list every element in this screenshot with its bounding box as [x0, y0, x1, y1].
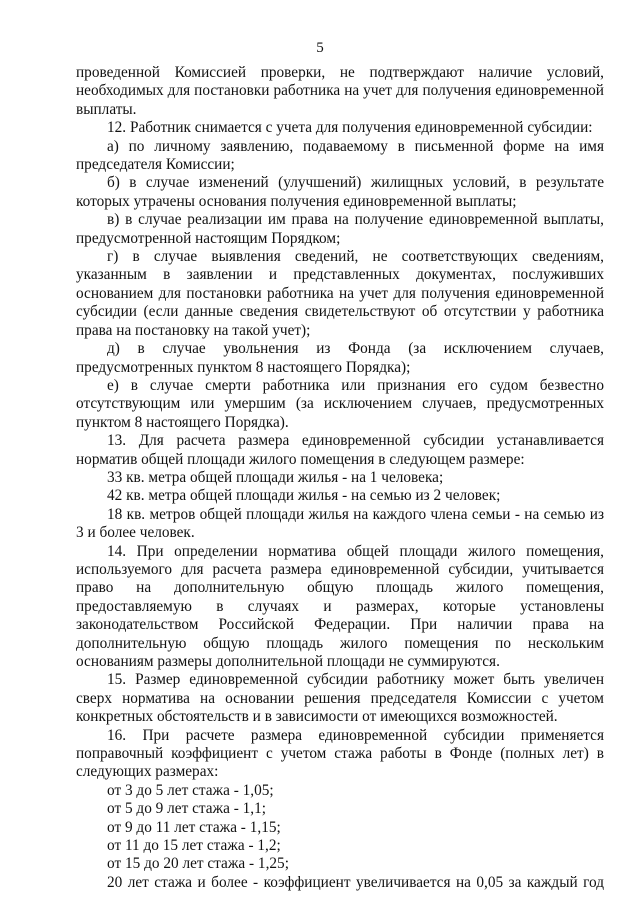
- norm-item-2: 42 кв. метра общей площади жилья - на семью из 2 человек;: [107, 487, 501, 505]
- paragraph-continuation: проведенной Комиссией проверки, не подтверждают наличие условий, необходимых для постановки работника на учет для получения единовременной выплаты.: [76, 64, 604, 118]
- paragraph-12e: е) в случае смерти работника или признания его судом безвестно отсутствующим или умершим (за исключением случаев, предусмотренных пунктом 8 настоящего Порядка).: [76, 376, 604, 431]
- norm-item-1: 33 кв. метра общей площади жилья - на 1 человека;: [107, 468, 444, 486]
- paragraph-12d: д) в случае увольнения из Фонда (за исключением случаев, предусмотренных пунктом 8 настоящего Порядка);: [76, 340, 604, 376]
- paragraph-16: 16. При расчете размера единовременной субсидии применяется поправочный коэффициент с учетом стажа работы в Фонде (полных лет) в следующих размерах:: [76, 726, 604, 781]
- paragraph-12g: г) в случае выявления сведений, не соответствующих сведениям, указанным в заявлении и представленных документах, послуживших основанием для постановки работника на учет для получения единовременной субсидии (если данные сведения свидетельствуют об отсутствии у работника права на постановку на такой учет);: [76, 248, 604, 339]
- paragraph-15: 15. Размер единовременной субсидии работнику может быть увеличен сверх норматива на основании решения председателя Комиссии с учетом конкретных обстоятельств и в зависимости от имеющихся возможностей.: [76, 671, 604, 726]
- coefficient-item-1: от 3 до 5 лет стажа - 1,05;: [107, 781, 274, 799]
- coefficient-item-3: от 9 до 11 лет стажа - 1,15;: [107, 818, 281, 836]
- coefficient-item-2: от 5 до 9 лет стажа - 1,1;: [107, 800, 267, 818]
- paragraph-12b: б) в случае изменений (улучшений) жилищных условий, в результате которых утрачены основания получения единовременной выплаты;: [76, 174, 604, 210]
- paragraph-12a: а) по личному заявлению, подаваемому в письменной форме на имя председателя Комиссии;: [76, 137, 604, 174]
- coefficient-item-6: 20 лет стажа и более - коэффициент увеличивается на 0,05 за каждый год: [107, 873, 604, 891]
- paragraph-14: 14. При определении норматива общей площади жилого помещения, используемого для расчета размера единовременной субсидии, учитывается право на дополнительную общую площадь жилого помещения, предоставляемую в случаях и размерах, которые установлены законодательством Российской Федерации. При наличии права на дополнительную общую площадь жилого помещения по нескольким основаниям размеры дополнительной площади не суммируются.: [76, 542, 604, 670]
- page-number: 5: [316, 40, 324, 56]
- norm-item-3: 18 кв. метров общей площади жилья на каждого члена семьи - на семью из 3 и более человек.: [76, 505, 604, 542]
- coefficient-item-5: от 15 до 20 лет стажа - 1,25;: [107, 855, 289, 873]
- paragraph-12: 12. Работник снимается с учета для получения единовременной субсидии:: [107, 119, 593, 137]
- paragraph-12v: в) в случае реализации им права на получение единовременной выплаты, предусмотренной настоящим Порядком;: [76, 211, 604, 247]
- paragraph-13: 13. Для расчета размера единовременной субсидии устанавливается норматив общей площади жилого помещения в следующем размере:: [76, 432, 604, 468]
- coefficient-item-4: от 11 до 15 лет стажа - 1,2;: [107, 837, 281, 855]
- document-body: [76, 64, 604, 892]
